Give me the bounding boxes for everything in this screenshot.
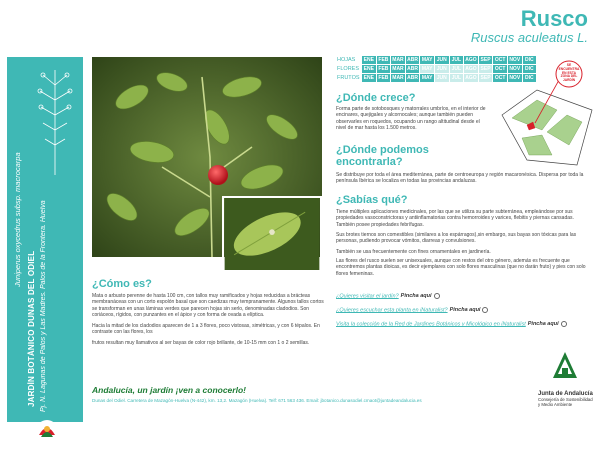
calendar-month-cell: JUL [450,56,464,64]
calendar-month-cell: OCT [494,66,506,72]
junta-department: Consejería de Sostenibilidad y Medio Ambiente [538,397,593,407]
junta-logo [538,350,596,407]
calendar-month-cell: NOV [509,66,521,72]
garden-map [497,60,597,172]
calendar-month-cell: DIC [523,65,537,73]
calendar-month-cell: FEB [378,75,389,81]
calendar-month-cell: OCT [494,75,506,81]
calendar-month-cell: OCT [494,57,506,63]
detail-photo [222,196,322,272]
scientific-name: Ruscus aculeatus L. [470,30,588,45]
calendar-month-cell: ENE [363,75,374,81]
calendar-row-label: FRUTOS [337,75,360,81]
pointer-hand-icon [482,307,488,313]
text-donde-encontrarla: Se distribuye por toda el área mediterránea, parte de centroeuropa y región macaronésica. Dispersa por toda la península Ibérica se localiza en todas las provincias andaluzas. [336,172,584,185]
heading-sabias-que: ¿Sabías qué? [336,194,408,206]
calendar-month-cell: ENE [363,66,374,72]
address: Dunas del Odiel. Carretera de Mazagón-Huelva (N-442), km. 13,2. Mazagón (Huelva). Telf: 671 563 436. Email: jbotanico.dunasodiel.cmaot@juntadeandalucia.es [92,398,422,403]
page-title: Rusco [520,6,588,31]
text-sabias-que-3: También se usa frecuentemente con fines ornamentales en jardinería. [336,249,491,255]
banner-species: Juniperus oxycedrus subsp. macrocarpa [13,152,22,287]
calendar-month-cell: SEP [480,66,491,72]
inaturalist-plant-link[interactable]: ¿Quieres escuchar esta planta en iNaturalist? [336,307,448,314]
calendar-month-cell: NOV [509,75,521,81]
inaturalist-plant-action[interactable]: Pincha aquí [449,307,481,314]
text-como-es-1: Mata o arbusto perenne de hasta 100 cm, con tallos muy ramificados y hojas reducidas a brácteas membranáceas con un corto espolón basal que son caedizas muy tempranamente. Algunos tallos cortos se transforman en unas láminas verdes que parecen hojas sin serlo, denominadas cladodios. Son coriáceos, rígidos, con punzantes en el ápice y con forma de ovada a elíptica. [92,293,324,318]
calendar-month-cell: SEP [480,75,491,81]
link-row-visit [336,293,440,299]
calendar-month-cell: DIC [523,56,537,64]
slogan: Andalucía, un jardín ¡ven a conocerlo! [92,385,246,395]
calendar-month-cell: AGO [465,57,477,63]
calendar-month-cell: NOV [509,57,521,63]
juniper-drawing-icon [35,65,75,175]
text-sabias-que-4: Las flores del rusco suelen ser unisexuales, aunque con restos del otro género, además es frecuente que encontremos plantas dioicas, es decir ejemplares con solo flores masculinas (que no darán fruto) y pies con solo flores femeninas. [336,258,586,277]
calendar-month-cell: JUL [450,65,464,73]
calendar-month-cell: MAY [421,66,433,72]
banner-location: Pj. N. Lagunas de Palos y Las Madres. Palos de la Frontera. Huelva [40,200,47,412]
collection-action[interactable]: Pincha aquí [527,321,559,328]
calendar-month-cell: ENE [363,57,374,63]
calendar-month-cell: JUN [436,75,447,81]
calendar-month-cell: AGO [465,75,477,81]
pointer-hand-icon [561,321,567,327]
banner-garden-name: JARDÍN BOTÁNICO DUNAS DEL ODIEL [27,250,36,407]
link-row-inaturalist [336,307,488,313]
collection-link[interactable]: Visita la colección de la Red de Jardines Botánicos y Micológico en iNaturalist [336,321,526,328]
calendar-month-cell: MAY [421,57,433,63]
calendar-month-cell: DIC [523,74,537,82]
calendar-month-cell: JUN [436,66,447,72]
calendar-month-cell: AGO [465,66,477,72]
text-donde-crece: Forma parte de sotobosques y matorrales umbríos, en el interior de encinares, quejigales y alcornocales; aunque también pueden observarles en roquedos, ocupando un rango altitudinal desde el nivel de mar hasta los 1.500 metros. [336,106,486,131]
left-banner [7,57,83,469]
network-logo-icon [17,417,77,453]
calendar-month-cell: MAR [392,75,404,81]
text-sabias-que-2: Sus brotes tiernos son comestibles (similares a los espárragos),sin embargo, sus bayas son tóxicas para las personas, pudiendo provocar vómitos, diarreas y convulsiones. [336,232,577,245]
calendar-month-cell: ABR [407,75,418,81]
text-como-es-2: Hacia la mitad de los cladodios aparecen de 1 a 3 flores, poco vistosas, simétricas, y con 6 tépalos. En contraste con las flores, los [92,323,320,336]
text-sabias-que-1: Tiene múltiples aplicaciones medicinales, por las que se utiliza su parte subterránea, empleándose por sus propiedades vasoconstrictoras y antiinflamatorias contra hemorroides y varices, flebitis y piernas cansadas. También posee propiedades febrífugas. [336,209,574,228]
heading-como-es: ¿Cómo es? [92,278,152,290]
link-row-collection [336,321,567,327]
logo-text: Red Andaluza de Jardines Botánicos [20,458,74,469]
text-como-es-3: frutos resultan muy llamativos al ser bayas de color rojo brillante, de 10-15 mm con 1 o 2 semillas. [92,340,310,346]
heading-donde-crece: ¿Dónde crece? [336,92,416,104]
calendar-month-cell: SEP [480,57,491,63]
map-label: SE ENCUENTRA EN ESTA ZONA DEL JARDÍN [558,63,580,83]
junta-emblem-icon [550,350,580,384]
calendar-month-cell: FEB [378,66,389,72]
heading-donde-encontrarla: ¿Dónde podemos encontrarla? [336,144,429,168]
calendar-row-label: HOJAS [337,57,356,63]
calendar-month-cell: ABR [407,66,418,72]
red-berry-icon [208,165,228,185]
visit-garden-action[interactable]: Pincha aquí [400,293,432,300]
calendar-month-cell: JUN [436,57,447,63]
pointer-hand-icon [434,293,440,299]
calendar-month-cell: ABR [407,57,418,63]
red-andaluza-logo [17,417,77,472]
calendar-month-cell: MAR [392,57,404,63]
calendar-month-cell: JUL [450,74,464,82]
calendar-row-label: FLORES [337,66,360,72]
junta-name: Junta de Andalucía [538,391,593,397]
calendar-month-cell: MAR [392,66,404,72]
calendar-month-cell: FEB [378,57,389,63]
visit-garden-link[interactable]: ¿Quieres visitar el jardín? [336,293,399,300]
calendar-month-cell: MAY [421,75,433,81]
